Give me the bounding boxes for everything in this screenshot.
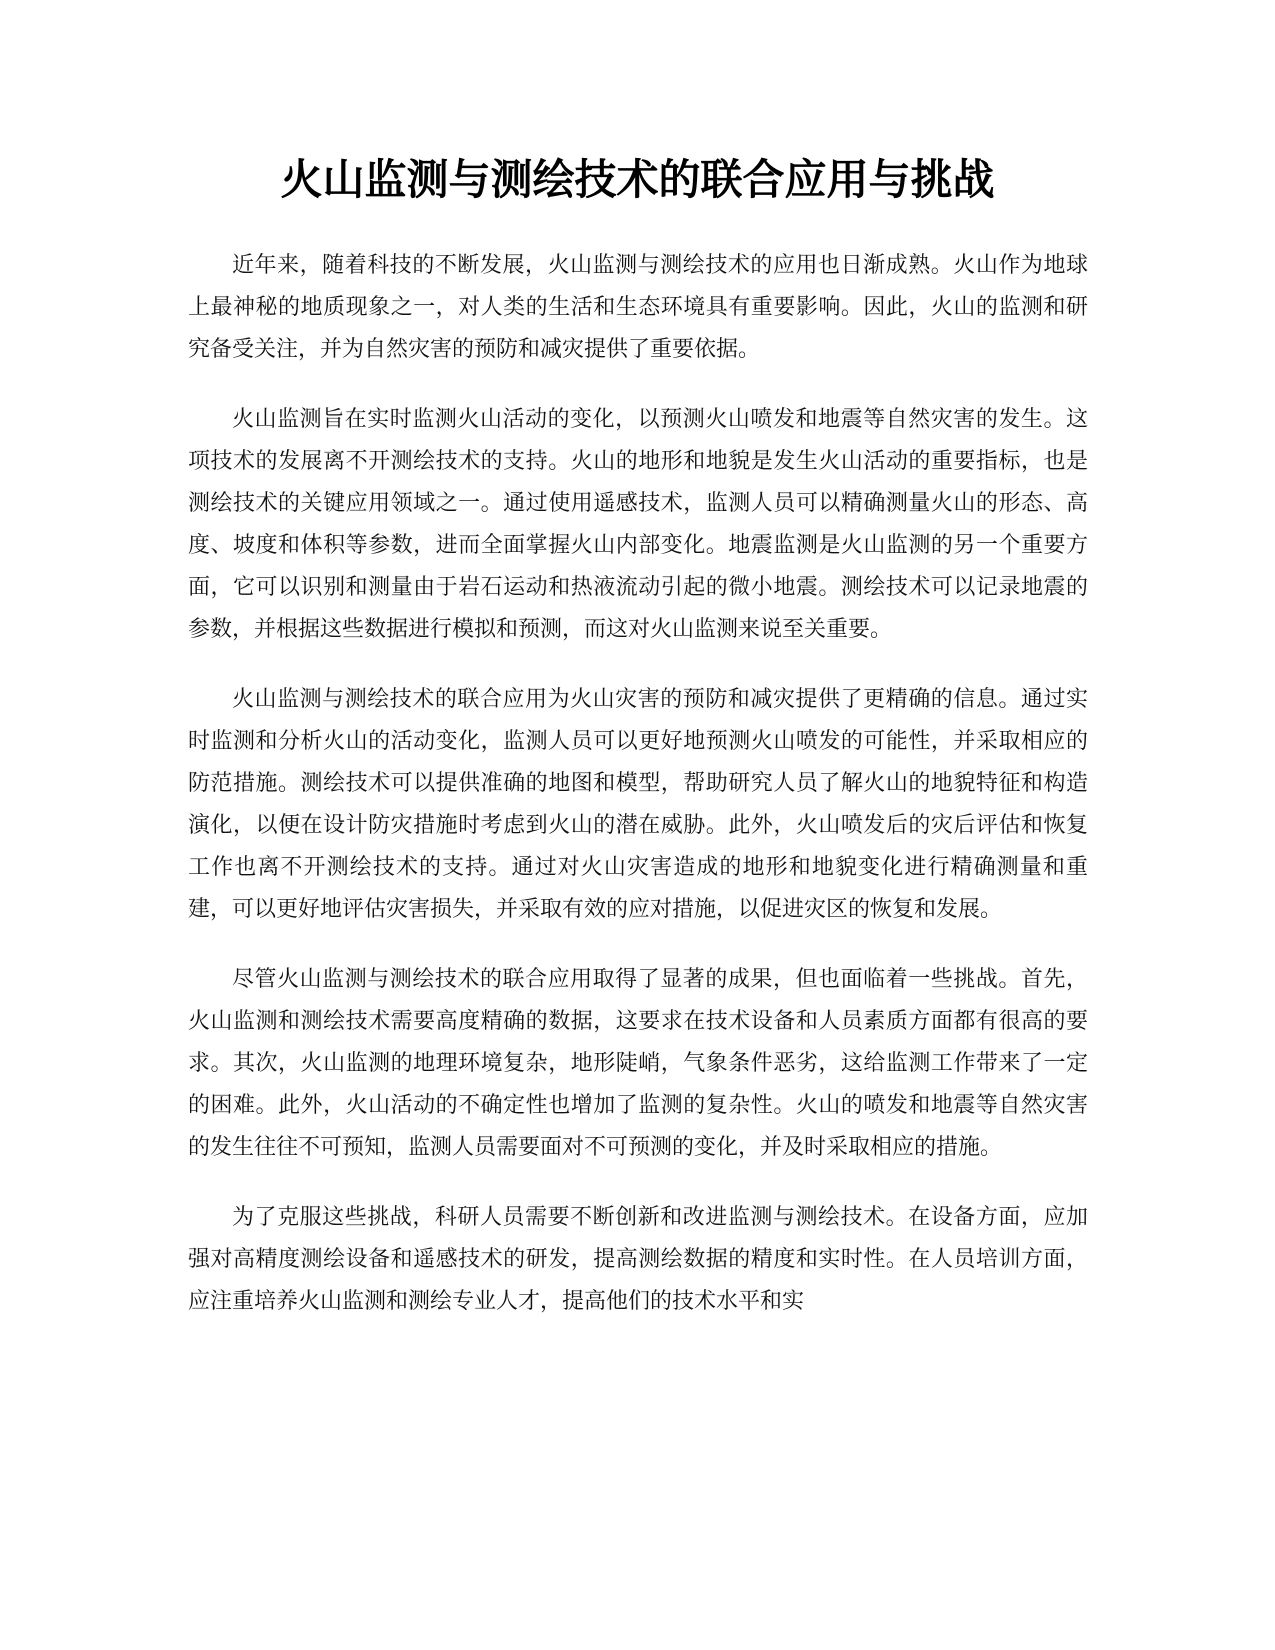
page-title: 火山监测与测绘技术的联合应用与挑战 <box>280 155 995 204</box>
paragraph-2: 火山监测旨在实时监测火山活动的变化，以预测火山喷发和地震等自然灾害的发生。这项技术的发展离不开测绘技术的支持。火山的地形和地貌是发生火山活动的重要指标，也是测绘技术的关键应用领域之一。通过使用遥感技术，监测人员可以精确测量火山的形态、高度、坡度和体积等参数，进而全面掌握火山内部变化。地震监测是火山监测的另一个重要方面，它可以识别和测量由于岩石运动和热液流动引起的微小地震。测绘技术可以记录地震的参数，并根据这些数据进行模拟和预测，而这对火山监测来说至关重要。 <box>188 407 1088 642</box>
document-body <box>188 245 1088 1351</box>
paragraph-4: 尽管火山监测与测绘技术的联合应用取得了显著的成果，但也面临着一些挑战。首先，火山监测和测绘技术需要高度精确的数据，这要求在技术设备和人员素质方面都有很高的要求。其次，火山监测的地理环境复杂，地形陡峭，气象条件恶劣，这给监测工作带来了一定的困难。此外，火山活动的不确定性也增加了监测的复杂性。火山的喷发和地震等自然灾害的发生往往不可预知，监测人员需要面对不可预测的变化，并及时采取相应的措施。 <box>188 967 1088 1160</box>
paragraph-1: 近年来，随着科技的不断发展，火山监测与测绘技术的应用也日渐成熟。火山作为地球上最神秘的地质现象之一，对人类的生活和生态环境具有重要影响。因此，火山的监测和研究备受关注，并为自然灾害的预防和减灾提供了重要依据。 <box>188 253 1088 362</box>
paragraph-3: 火山监测与测绘技术的联合应用为火山灾害的预防和减灾提供了更精确的信息。通过实时监测和分析火山的活动变化，监测人员可以更好地预测火山喷发的可能性，并采取相应的防范措施。测绘技术可以提供准确的地图和模型，帮助研究人员了解火山的地貌特征和构造演化，以便在设计防灾措施时考虑到火山的潜在威胁。此外，火山喷发后的灾后评估和恢复工作也离不开测绘技术的支持。通过对火山灾害造成的地形和地貌变化进行精确测量和重建，可以更好地评估灾害损失，并采取有效的应对措施，以促进灾区的恢复和发展。 <box>188 687 1088 922</box>
paragraph-5: 为了克服这些挑战，科研人员需要不断创新和改进监测与测绘技术。在设备方面，应加强对高精度测绘设备和遥感技术的研发，提高测绘数据的精度和实时性。在人员培训方面，应注重培养火山监测和测绘专业人才，提高他们的技术水平和实 <box>188 1205 1088 1314</box>
